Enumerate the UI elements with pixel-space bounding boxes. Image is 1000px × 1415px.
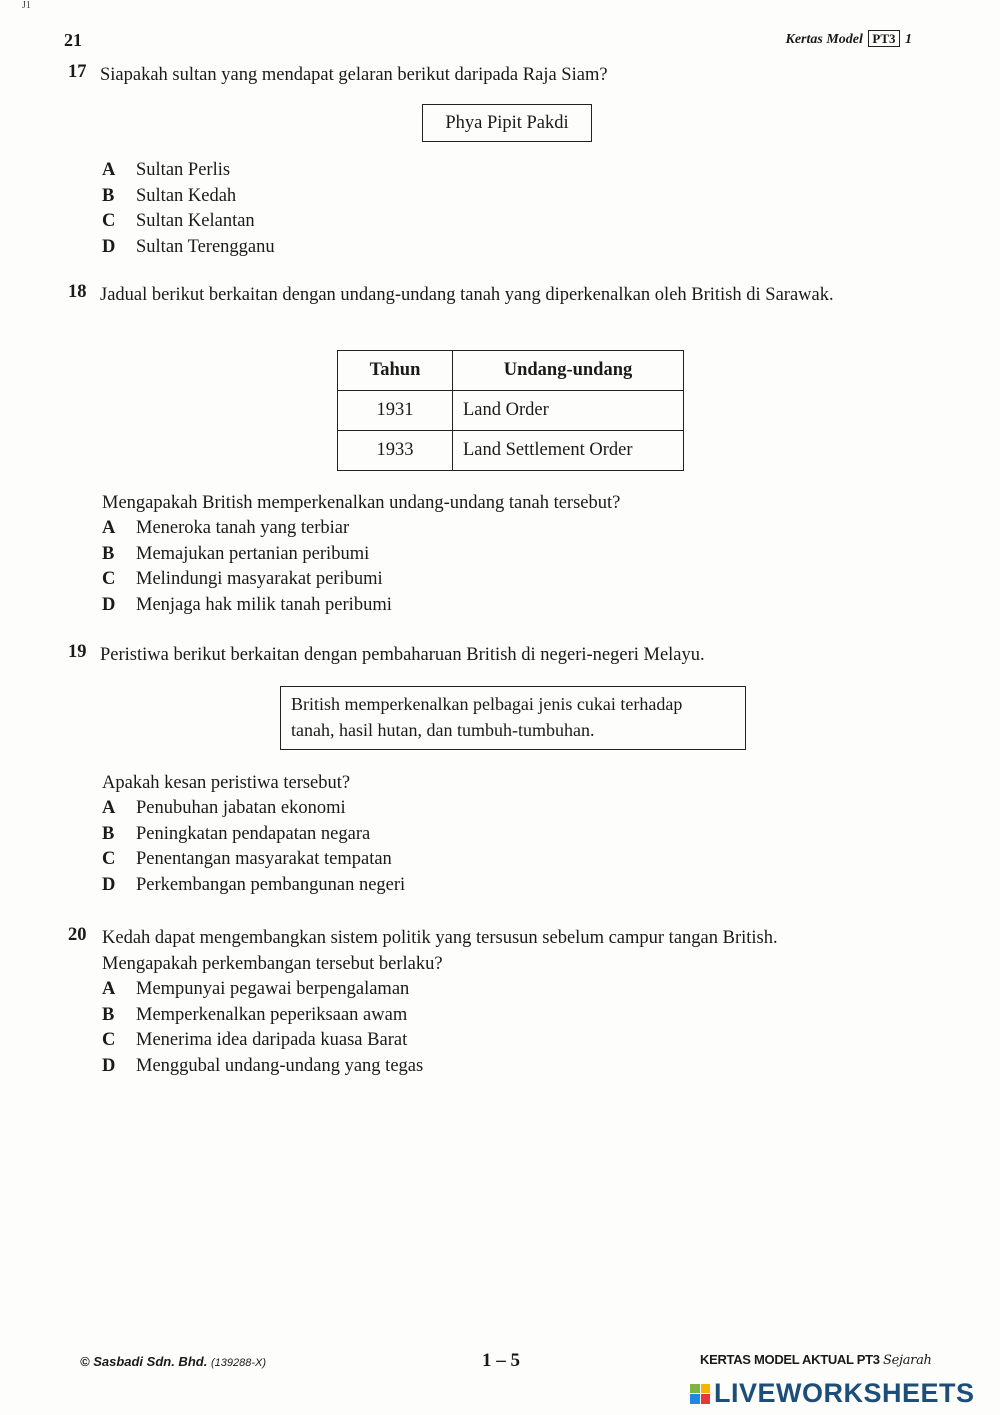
option-a[interactable] [102,977,918,1003]
page-number: 21 [64,30,82,50]
option-d[interactable] [102,873,918,899]
option-c[interactable] [102,847,918,873]
question-text: Jadual berikut berkaitan dengan undang-undang tanah yang diperkenalkan oleh British di Sarawak. [100,285,834,305]
question-prompt: Mengapakah British memperkenalkan undang-undang tanah tersebut? [102,493,621,513]
option-text: Meneroka tanah yang terbiar [136,518,350,538]
option-text: Menggubal undang-undang yang tegas [136,1055,424,1076]
question-19 [68,642,918,668]
option-letter: B [102,543,115,564]
option-text: Penentangan masyarakat tempatan [136,849,392,869]
option-text: Mempunyai pegawai berpengalaman [136,979,410,999]
table-header: Tahun [338,351,453,391]
option-letter: B [102,185,115,206]
book-title-text: KERTAS MODEL AKTUAL PT3 [700,1352,880,1367]
title-box: Phya Pipit Pakdi [422,104,592,142]
option-text: Penubuhan jabatan ekonomi [136,798,346,818]
option-c[interactable] [102,1028,918,1054]
option-letter: A [102,979,116,999]
option-letter: A [102,160,116,180]
question-number: 19 [68,642,87,662]
question-text: Kedah dapat mengembangkan sistem politik yang tersusun sebelum campur tangan British. [102,928,778,948]
option-letter: D [102,236,116,257]
logo-square-blue [690,1394,700,1404]
option-a[interactable] [102,516,918,542]
option-text: Memajukan pertanian peribumi [136,543,370,564]
question-prompt: Apakah kesan peristiwa tersebut? [102,773,351,793]
option-letter: B [102,823,115,844]
table-row [338,431,684,471]
options-19 [68,770,918,898]
option-text: Melindungi masyarakat peribumi [136,569,383,589]
event-box-line: tanah, hasil hutan, dan tumbuh-tumbuhan. [291,720,595,740]
table-header: Undang-undang [453,351,684,391]
liveworksheets-watermark [690,1378,975,1409]
corner-mark: J1 [22,0,31,11]
question-prompt: Mengapakah perkembangan tersebut berlaku? [102,954,443,974]
option-text: Perkembangan pembangunan negeri [136,874,406,895]
series-paper: 1 [905,32,912,47]
liveworksheets-logo-icon [690,1384,710,1404]
option-letter: C [102,849,116,869]
publisher-name: © Sasbadi Sdn. Bhd. [80,1354,208,1369]
option-text: Menjaga hak milik tanah peribumi [136,594,392,615]
logo-square-yellow [701,1384,711,1394]
option-letter: A [102,518,116,538]
table-cell: Land Order [453,391,684,431]
option-letter: D [102,1055,116,1076]
option-d[interactable] [102,593,918,619]
publisher-credit [80,1354,266,1369]
option-text: Sultan Kelantan [136,211,255,231]
liveworksheets-wordmark: LIVEWORKSHEETS [714,1378,975,1408]
option-text: Sultan Kedah [136,185,237,206]
question-number: 17 [68,62,87,82]
option-text: Sultan Terengganu [136,236,275,257]
book-subject: Sejarah [883,1353,932,1368]
option-text: Menerima idea daripada kuasa Barat [136,1030,408,1050]
logo-square-green [690,1384,700,1394]
option-b[interactable] [102,1003,918,1029]
event-box-line: British memperkenalkan pelbagai jenis cukai terhadap [291,694,683,714]
option-letter: A [102,798,116,818]
table-header-row [338,351,684,391]
option-b[interactable] [102,184,918,210]
option-letter: C [102,1030,116,1050]
table-cell: 1931 [338,391,453,431]
logo-square-red [701,1394,711,1404]
option-text: Sultan Perlis [136,160,231,180]
option-d[interactable] [102,1054,918,1080]
table-cell: 1933 [338,431,453,471]
option-a[interactable] [102,796,918,822]
question-17 [68,62,918,88]
series-label [785,30,912,48]
options-17 [68,158,918,260]
question-20 [68,925,918,1079]
option-text: Peningkatan pendapatan negara [136,823,371,844]
book-title [700,1352,932,1368]
option-b[interactable] [102,822,918,848]
question-18 [68,282,918,308]
event-box [280,686,746,750]
option-text: Memperkenalkan peperiksaan awam [136,1004,408,1025]
question-number: 18 [68,282,87,302]
land-law-table [337,350,684,471]
option-b[interactable] [102,542,918,568]
option-letter: B [102,1004,115,1025]
option-letter: C [102,569,116,589]
publisher-registration: (139288-X) [210,1357,266,1369]
option-letter: D [102,874,116,895]
question-number: 20 [68,925,87,945]
question-text: Peristiwa berikut berkaitan dengan pembaharuan British di negeri-negeri Melayu. [100,645,705,665]
option-c[interactable] [102,209,918,235]
table-row [338,391,684,431]
option-d[interactable] [102,235,918,261]
table-cell: Land Settlement Order [453,431,684,471]
options-18 [68,490,918,618]
page-range: 1 – 5 [482,1350,520,1371]
option-letter: D [102,594,116,615]
option-a[interactable] [102,158,918,184]
series-name: Kertas Model [785,32,863,47]
option-c[interactable] [102,567,918,593]
question-text: Siapakah sultan yang mendapat gelaran berikut daripada Raja Siam? [100,65,608,85]
option-letter: C [102,211,116,231]
series-badge: PT3 [868,30,899,47]
